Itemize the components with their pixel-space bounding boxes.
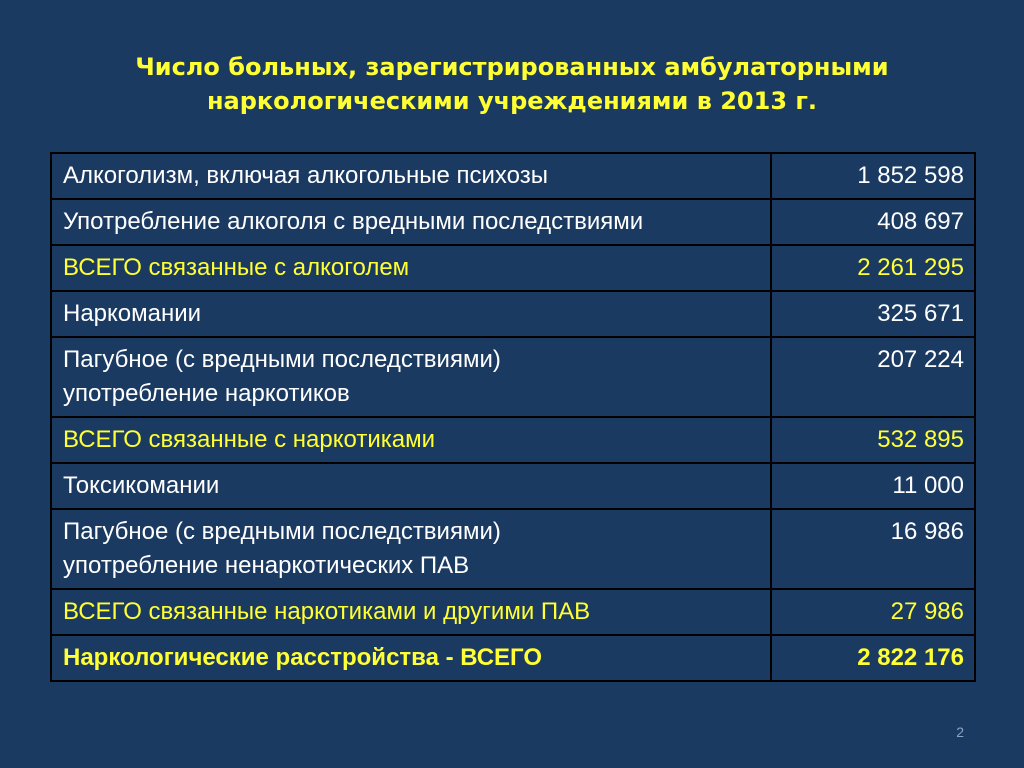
row-value-cell: 2 822 176 xyxy=(771,635,975,681)
row-value-cell: 325 671 xyxy=(771,291,975,337)
row-value-cell: 532 895 xyxy=(771,417,975,463)
row-value-cell: 27 986 xyxy=(771,589,975,635)
row-label-line: Алкоголизм, включая алкогольные психозы xyxy=(63,162,548,189)
row-label-line: Наркологические расстройства - ВСЕГО xyxy=(63,644,542,671)
row-value-cell: 16 986 xyxy=(771,509,975,589)
row-label-line: Наркомании xyxy=(63,300,202,327)
page-number: 2 xyxy=(956,724,964,740)
table-row-grand-total xyxy=(51,635,975,681)
row-label-cell xyxy=(51,153,771,199)
row-label-cell xyxy=(51,635,771,681)
row-label-line: Употребление алкоголя с вредными последствиями xyxy=(63,208,644,235)
row-label-cell xyxy=(51,509,771,589)
row-value-cell: 2 261 295 xyxy=(771,245,975,291)
row-label-cell xyxy=(51,245,771,291)
row-label-line: ВСЕГО связанные с алкоголем xyxy=(63,254,410,281)
statistics-table-body xyxy=(51,153,975,681)
table-row xyxy=(51,337,975,417)
slide-title xyxy=(60,50,964,118)
table-row xyxy=(51,199,975,245)
table-row-subtotal xyxy=(51,245,975,291)
row-label-line: ВСЕГО связанные с наркотиками xyxy=(63,426,436,453)
row-label-line: Пагубное (с вредными последствиями) xyxy=(63,346,501,373)
row-value-cell: 207 224 xyxy=(771,337,975,417)
slide-title-line-1: Число больных, зарегистрированных амбулаторными xyxy=(135,53,889,81)
table-row xyxy=(51,291,975,337)
table-row-subtotal xyxy=(51,589,975,635)
table-row xyxy=(51,153,975,199)
row-label-cell xyxy=(51,417,771,463)
row-label-cell xyxy=(51,199,771,245)
table-row xyxy=(51,509,975,589)
row-value-cell: 11 000 xyxy=(771,463,975,509)
row-label-line: Токсикомании xyxy=(63,472,220,499)
table-row xyxy=(51,463,975,509)
table-row-subtotal xyxy=(51,417,975,463)
row-label-line: ВСЕГО связанные наркотиками и другими ПАВ xyxy=(63,598,591,625)
slide-title-line-2: наркологическими учреждениями в 2013 г. xyxy=(206,87,818,115)
row-label-line: употребление наркотиков xyxy=(63,380,350,407)
row-label-line: употребление ненаркотических ПАВ xyxy=(63,552,470,579)
row-value-cell: 1 852 598 xyxy=(771,153,975,199)
row-value-cell: 408 697 xyxy=(771,199,975,245)
row-label-cell xyxy=(51,589,771,635)
row-label-cell xyxy=(51,337,771,417)
row-label-line: Пагубное (с вредными последствиями) xyxy=(63,518,501,545)
statistics-table xyxy=(50,152,976,682)
row-label-cell xyxy=(51,463,771,509)
row-label-cell xyxy=(51,291,771,337)
